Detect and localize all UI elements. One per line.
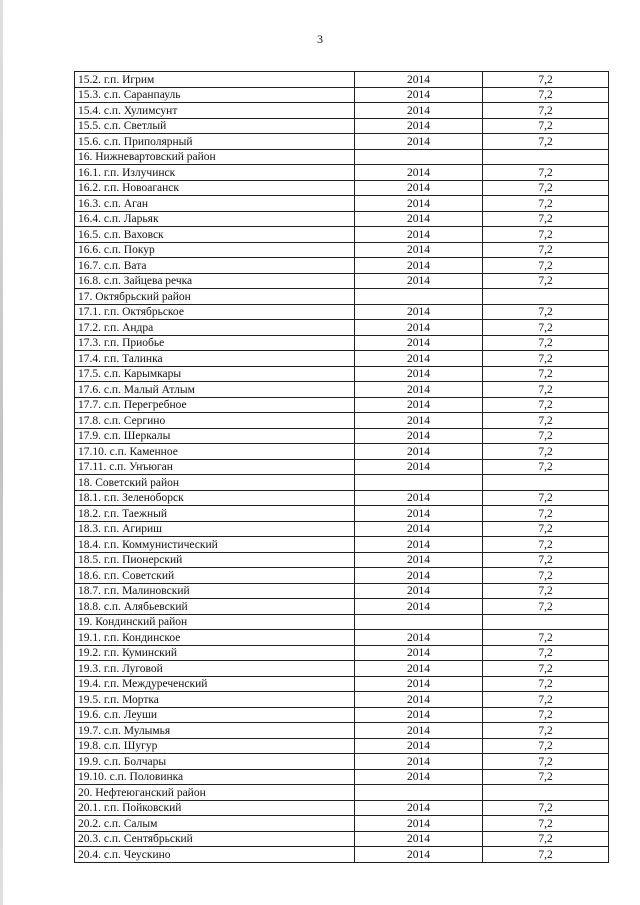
cell-year: 2014: [355, 180, 483, 196]
cell-name: 16.4. с.п. Ларьяк: [75, 211, 355, 227]
cell-year: 2014: [355, 645, 483, 661]
cell-year: 2014: [355, 87, 483, 103]
cell-year: 2014: [355, 103, 483, 119]
cell-rate: 7,2: [483, 320, 609, 336]
cell-rate: 7,2: [483, 800, 609, 816]
cell-name: 17.11. с.п. Унъюган: [75, 459, 355, 475]
table-row: [75, 134, 609, 150]
cell-year: 2014: [355, 211, 483, 227]
cell-year: 2014: [355, 320, 483, 336]
cell-name: 17.2. г.п. Андра: [75, 320, 355, 336]
cell-name: 17.5. с.п. Карымкары: [75, 366, 355, 382]
cell-year: 2014: [355, 661, 483, 677]
cell-rate: 7,2: [483, 831, 609, 847]
cell-year: 2014: [355, 227, 483, 243]
cell-rate: 7,2: [483, 103, 609, 119]
table-row: [75, 661, 609, 677]
cell-name: 20.4. с.п. Чеускино: [75, 847, 355, 863]
cell-name: 18.8. с.п. Алябьевский: [75, 599, 355, 615]
cell-year: 2014: [355, 490, 483, 506]
table-row: [75, 320, 609, 336]
cell-year: 2014: [355, 521, 483, 537]
cell-name: 16. Нижневартовский район: [75, 149, 355, 165]
cell-name: 17. Октябрьский район: [75, 289, 355, 305]
table-row: [75, 242, 609, 258]
table-row: [75, 568, 609, 584]
table-row: [75, 630, 609, 646]
section-row: [75, 614, 609, 630]
cell-rate: 7,2: [483, 537, 609, 553]
cell-name: 15.5. с.п. Светлый: [75, 118, 355, 134]
cell-name: 19.3. г.п. Луговой: [75, 661, 355, 677]
table-row: [75, 413, 609, 429]
cell-year: [355, 149, 483, 165]
cell-name: 17.4. г.п. Талинка: [75, 351, 355, 367]
cell-rate: 7,2: [483, 552, 609, 568]
table-row: [75, 351, 609, 367]
cell-name: 19.5. г.п. Мортка: [75, 692, 355, 708]
cell-name: 19.7. с.п. Мулымья: [75, 723, 355, 739]
cell-year: 2014: [355, 413, 483, 429]
cell-rate: 7,2: [483, 490, 609, 506]
cell-year: 2014: [355, 831, 483, 847]
table-row: [75, 676, 609, 692]
table-row: [75, 397, 609, 413]
table-row: [75, 227, 609, 243]
cell-rate: 7,2: [483, 692, 609, 708]
cell-name: 19.6. с.п. Леуши: [75, 707, 355, 723]
cell-name: 18. Советский район: [75, 475, 355, 491]
cell-name: 15.4. с.п. Хулимсунт: [75, 103, 355, 119]
table-row: [75, 645, 609, 661]
cell-year: 2014: [355, 583, 483, 599]
cell-name: 20. Нефтеюганский район: [75, 785, 355, 801]
cell-name: 19.8. с.п. Шугур: [75, 738, 355, 754]
cell-rate: 7,2: [483, 72, 609, 88]
cell-name: 19.10. с.п. Половинка: [75, 769, 355, 785]
cell-name: 18.5. г.п. Пионерский: [75, 552, 355, 568]
cell-rate: 7,2: [483, 87, 609, 103]
cell-name: 20.2. с.п. Салым: [75, 816, 355, 832]
cell-rate: 7,2: [483, 211, 609, 227]
table-row: [75, 738, 609, 754]
cell-rate: 7,2: [483, 273, 609, 289]
table-row: [75, 769, 609, 785]
table-row: [75, 754, 609, 770]
cell-year: 2014: [355, 118, 483, 134]
cell-name: 18.4. г.п. Коммунистический: [75, 537, 355, 553]
cell-year: 2014: [355, 459, 483, 475]
table-row: [75, 599, 609, 615]
cell-name: 16.2. г.п. Новоаганск: [75, 180, 355, 196]
cell-rate: 7,2: [483, 304, 609, 320]
cell-year: [355, 475, 483, 491]
cell-rate: 7,2: [483, 382, 609, 398]
cell-name: 19.1. г.п. Кондинское: [75, 630, 355, 646]
cell-rate: 7,2: [483, 723, 609, 739]
cell-rate: 7,2: [483, 428, 609, 444]
table-row: [75, 537, 609, 553]
scan-edge: [0, 0, 3, 905]
cell-name: 15.6. с.п. Приполярный: [75, 134, 355, 150]
cell-year: 2014: [355, 428, 483, 444]
table-row: [75, 707, 609, 723]
cell-year: 2014: [355, 397, 483, 413]
section-row: [75, 149, 609, 165]
cell-rate: 7,2: [483, 165, 609, 181]
section-row: [75, 785, 609, 801]
cell-name: 16.8. с.п. Зайцева речка: [75, 273, 355, 289]
table-row: [75, 459, 609, 475]
cell-name: 16.3. с.п. Аган: [75, 196, 355, 212]
cell-name: 15.3. с.п. Саранпауль: [75, 87, 355, 103]
section-row: [75, 289, 609, 305]
cell-year: 2014: [355, 537, 483, 553]
cell-name: 15.2. г.п. Игрим: [75, 72, 355, 88]
table-row: [75, 273, 609, 289]
cell-name: 20.3. с.п. Сентябрьский: [75, 831, 355, 847]
cell-year: 2014: [355, 800, 483, 816]
cell-name: 18.2. г.п. Таежный: [75, 506, 355, 522]
page-number: 3: [317, 32, 323, 46]
cell-year: 2014: [355, 506, 483, 522]
table-row: [75, 847, 609, 863]
cell-year: 2014: [355, 552, 483, 568]
cell-rate: 7,2: [483, 645, 609, 661]
table-row: [75, 118, 609, 134]
cell-rate: 7,2: [483, 459, 609, 475]
cell-rate: 7,2: [483, 847, 609, 863]
cell-rate: 7,2: [483, 397, 609, 413]
cell-year: 2014: [355, 304, 483, 320]
cell-year: 2014: [355, 335, 483, 351]
cell-rate: 7,2: [483, 227, 609, 243]
cell-rate: 7,2: [483, 676, 609, 692]
cell-year: 2014: [355, 165, 483, 181]
cell-year: 2014: [355, 258, 483, 274]
cell-year: 2014: [355, 196, 483, 212]
cell-year: [355, 289, 483, 305]
cell-name: 17.6. с.п. Малый Атлым: [75, 382, 355, 398]
cell-year: 2014: [355, 692, 483, 708]
cell-year: 2014: [355, 707, 483, 723]
cell-name: 17.1. г.п. Октябрьское: [75, 304, 355, 320]
cell-rate: 7,2: [483, 180, 609, 196]
cell-rate: 7,2: [483, 769, 609, 785]
table-row: [75, 692, 609, 708]
cell-rate: 7,2: [483, 413, 609, 429]
table-row: [75, 335, 609, 351]
cell-year: 2014: [355, 366, 483, 382]
cell-year: 2014: [355, 738, 483, 754]
cell-rate: 7,2: [483, 444, 609, 460]
cell-name: 17.7. с.п. Перегребное: [75, 397, 355, 413]
cell-rate: 7,2: [483, 351, 609, 367]
cell-year: 2014: [355, 444, 483, 460]
table-row: [75, 444, 609, 460]
table-row: [75, 366, 609, 382]
cell-rate: 7,2: [483, 335, 609, 351]
cell-year: 2014: [355, 351, 483, 367]
table-body: [75, 72, 609, 863]
table-row: [75, 180, 609, 196]
cell-name: 19.2. г.п. Куминский: [75, 645, 355, 661]
cell-rate: 7,2: [483, 707, 609, 723]
cell-name: 19. Кондинский район: [75, 614, 355, 630]
table-row: [75, 800, 609, 816]
cell-name: 17.10. с.п. Каменное: [75, 444, 355, 460]
cell-rate: [483, 614, 609, 630]
table-row: [75, 165, 609, 181]
cell-rate: 7,2: [483, 816, 609, 832]
cell-year: [355, 785, 483, 801]
table-row: [75, 258, 609, 274]
cell-year: 2014: [355, 847, 483, 863]
table-row: [75, 816, 609, 832]
table-row: [75, 103, 609, 119]
cell-name: 18.7. г.п. Малиновский: [75, 583, 355, 599]
table-row: [75, 506, 609, 522]
cell-rate: [483, 785, 609, 801]
cell-name: 16.5. с.п. Ваховск: [75, 227, 355, 243]
table-row: [75, 211, 609, 227]
cell-rate: 7,2: [483, 134, 609, 150]
cell-rate: 7,2: [483, 506, 609, 522]
cell-name: 16.6. с.п. Покур: [75, 242, 355, 258]
cell-rate: 7,2: [483, 599, 609, 615]
table-row: [75, 521, 609, 537]
cell-rate: 7,2: [483, 242, 609, 258]
table-row: [75, 831, 609, 847]
cell-year: 2014: [355, 676, 483, 692]
cell-rate: 7,2: [483, 630, 609, 646]
cell-rate: 7,2: [483, 366, 609, 382]
table-row: [75, 304, 609, 320]
cell-year: 2014: [355, 754, 483, 770]
cell-rate: 7,2: [483, 521, 609, 537]
table-row: [75, 196, 609, 212]
cell-year: 2014: [355, 273, 483, 289]
cell-name: 16.1. г.п. Излучинск: [75, 165, 355, 181]
cell-name: 17.8. с.п. Сергино: [75, 413, 355, 429]
table-row: [75, 490, 609, 506]
table-row: [75, 583, 609, 599]
cell-name: 18.1. г.п. Зеленоборск: [75, 490, 355, 506]
table-row: [75, 72, 609, 88]
cell-year: 2014: [355, 630, 483, 646]
cell-year: 2014: [355, 242, 483, 258]
cell-rate: [483, 289, 609, 305]
cell-rate: [483, 149, 609, 165]
cell-year: 2014: [355, 599, 483, 615]
cell-rate: 7,2: [483, 118, 609, 134]
cell-year: 2014: [355, 769, 483, 785]
cell-year: 2014: [355, 723, 483, 739]
cell-name: 17.9. с.п. Шеркалы: [75, 428, 355, 444]
cell-year: 2014: [355, 568, 483, 584]
section-row: [75, 475, 609, 491]
table-row: [75, 87, 609, 103]
cell-name: 18.3. г.п. Агириш: [75, 521, 355, 537]
cell-rate: 7,2: [483, 196, 609, 212]
cell-rate: 7,2: [483, 583, 609, 599]
cell-name: 19.4. г.п. Междуреченский: [75, 676, 355, 692]
cell-year: 2014: [355, 134, 483, 150]
cell-name: 19.9. с.п. Болчары: [75, 754, 355, 770]
table-row: [75, 428, 609, 444]
cell-name: 20.1. г.п. Пойковский: [75, 800, 355, 816]
cell-year: [355, 614, 483, 630]
table-row: [75, 382, 609, 398]
cell-year: 2014: [355, 816, 483, 832]
cell-name: 18.6. г.п. Советский: [75, 568, 355, 584]
cell-rate: [483, 475, 609, 491]
cell-year: 2014: [355, 382, 483, 398]
cell-name: 16.7. с.п. Вата: [75, 258, 355, 274]
cell-rate: 7,2: [483, 661, 609, 677]
table-row: [75, 552, 609, 568]
cell-year: 2014: [355, 72, 483, 88]
cell-name: 17.3. г.п. Приобье: [75, 335, 355, 351]
cell-rate: 7,2: [483, 754, 609, 770]
table-row: [75, 723, 609, 739]
cell-rate: 7,2: [483, 568, 609, 584]
cell-rate: 7,2: [483, 258, 609, 274]
cell-rate: 7,2: [483, 738, 609, 754]
settlements-table: [74, 71, 609, 863]
